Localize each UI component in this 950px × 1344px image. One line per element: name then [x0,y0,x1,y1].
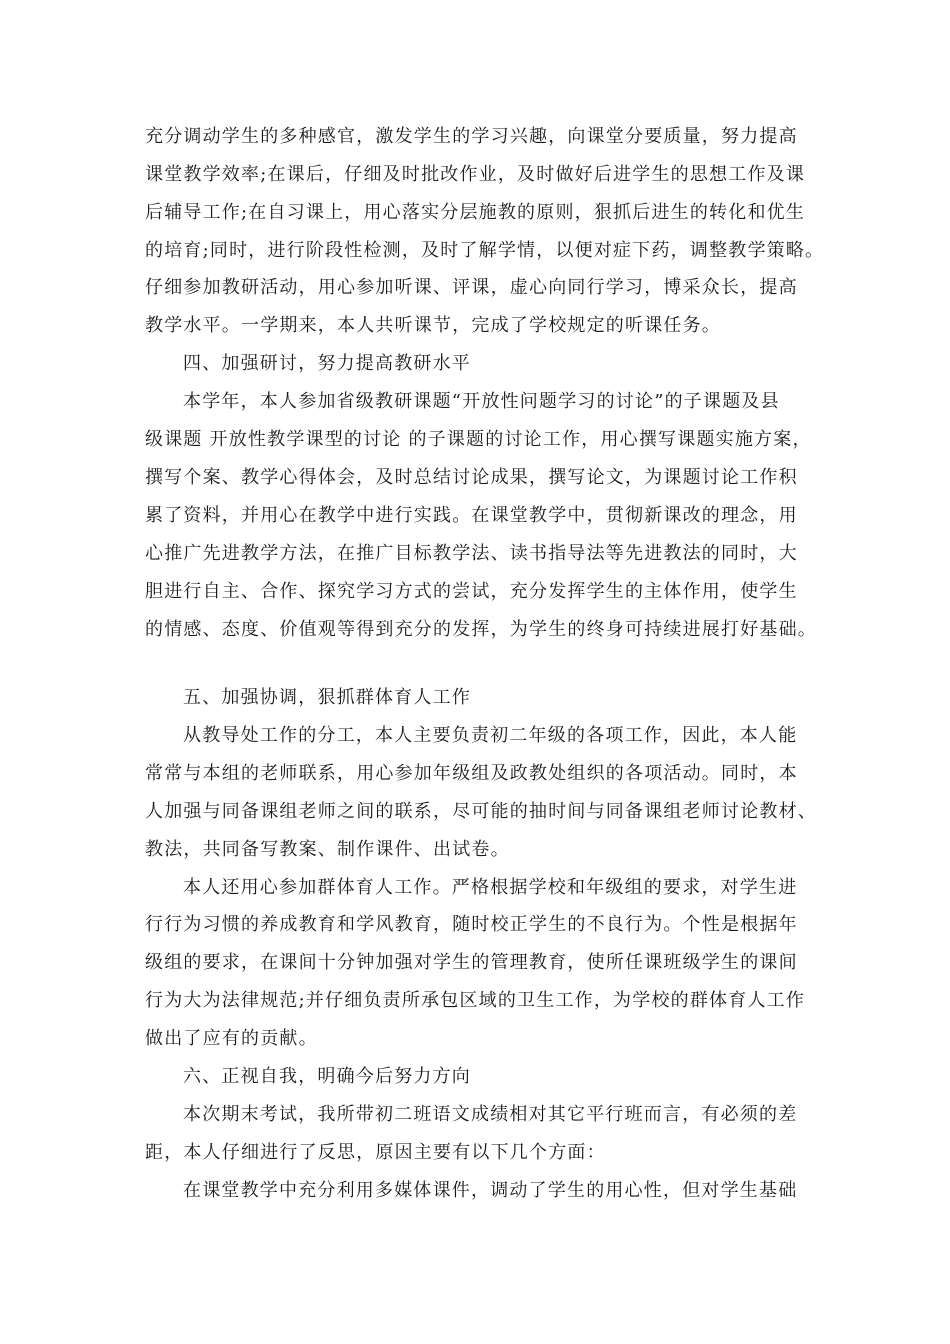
body-text-line: 仔细参加教研活动，用心参加听课、评课，虚心向同行学习，博采众长，提高 [145,277,798,298]
body-text-line: 在课堂教学中充分利用多媒体课件，调动了学生的用心性，但对学生基础 [183,1180,798,1201]
body-text-line: 本次期末考试，我所带初二班语文成绩相对其它平行班而言，有必须的差 [183,1104,798,1125]
section-heading-4: 四、加强研讨，努力提高教研水平 [183,353,471,374]
body-text-line: 本人还用心参加群体育人工作。严格根据学校和年级组的要求，对学生进 [183,877,798,898]
body-text-line: 级组的要求，在课间十分钟加强对学生的管理教育，使所任课班级学生的课间 [145,952,798,973]
body-text-line: 累了资料，并用心在教学中进行实践。在课堂教学中，贯彻新课改的理念，用 [145,505,798,526]
body-text-line: 行为大为法律规范;并仔细负责所承包区域的卫生工作，为学校的群体育人工作 [145,990,806,1011]
body-text-line: 心推广先进教学方法，在推广目标教学法、读书指导法等先进教法的同时，大 [145,543,798,564]
body-text-line: 胆进行自主、合作、探究学习方式的尝试，充分发挥学生的主体作用，使学生 [145,581,798,602]
body-text-line: 充分调动学生的多种感官，激发学生的学习兴趣，向课堂分要质量，努力提高 [145,126,798,147]
body-text-line: 课堂教学效率;在课后，仔细及时批改作业，及时做好后进学生的思想工作及课 [145,164,806,185]
section-heading-6: 六、正视自我，明确今后努力方向 [183,1066,471,1087]
body-text-line: 行行为习惯的养成教育和学风教育，随时校正学生的不良行为。个性是根据年 [145,914,798,935]
body-text-line: 常常与本组的老师联系，用心参加年级组及政教处组织的各项活动。同时，本 [145,763,798,784]
body-text-line: 后辅导工作;在自习课上，用心落实分层施教的原则，狠抓后进生的转化和优生 [145,202,806,223]
body-text-line: 从教导处工作的分工，本人主要负责初二年级的各项工作，因此，本人能 [183,725,798,746]
body-text-line: 距，本人仔细进行了反思，原因主要有以下几个方面： [145,1142,606,1163]
body-text-line: 人加强与同备课组老师之间的联系，尽可能的抽时间与同备课组老师讨论教材、 [145,801,817,822]
body-text-line: 教法，共同备写教案、制作课件、出试卷。 [145,839,510,860]
body-text-line: 的情感、态度、价值观等得到充分的发挥，为学生的终身可持续进展打好基础。 [145,619,817,640]
section-heading-5: 五、加强协调，狠抓群体育人工作 [183,687,471,708]
body-text-line: 撰写个案、教学心得体会，及时总结讨论成果，撰写论文，为课题讨论工作积 [145,467,798,488]
body-text-line: 教学水平。一学期来，本人共听课节，完成了学校规定的听课任务。 [145,315,721,336]
body-text-line: 做出了应有的贡献。 [145,1028,318,1049]
body-text-line: 级课题 开放性教学课型的讨论 的子课题的讨论工作，用心撰写课题实施方案， [145,429,812,450]
body-text-line: 本学年，本人参加省级教研课题“开放性问题学习的讨论”的子课题及县 [183,391,780,412]
body-text-line: 的培育;同时，进行阶段性检测，及时了解学情，以便对症下药，调整教学策略。 [145,240,825,261]
